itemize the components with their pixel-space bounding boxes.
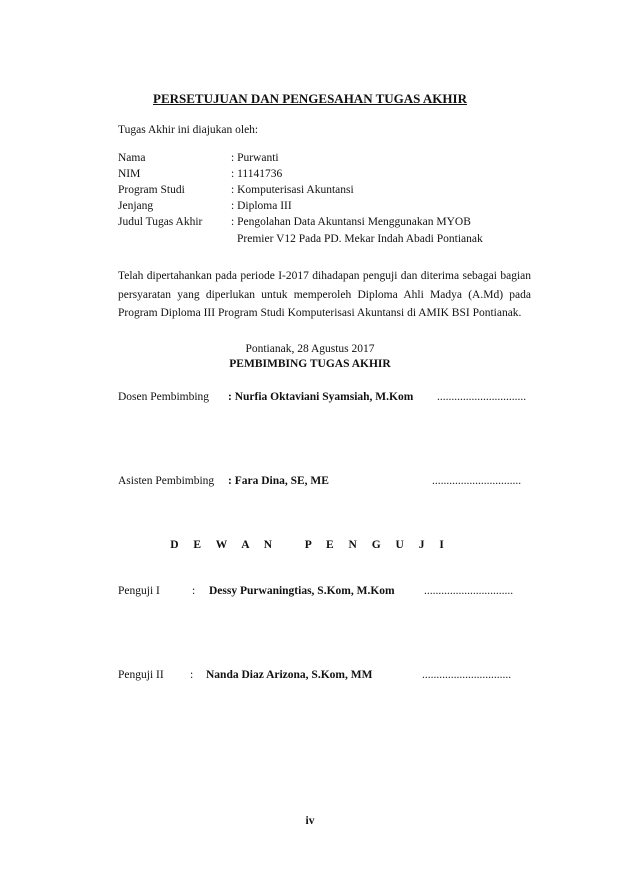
penguji2-label: Penguji II — [118, 669, 164, 681]
judul-label: Judul Tugas Akhir — [118, 216, 203, 228]
dosen-label: Dosen Pembimbing — [118, 391, 210, 403]
page-number: iv — [305, 815, 315, 827]
prodi-label: Program Studi — [118, 184, 185, 196]
asisten-label: Asisten Pembimbing — [118, 475, 215, 487]
penguji1-label: Penguji I — [118, 585, 160, 597]
asisten-name: : Fara Dina, SE, ME — [228, 475, 329, 487]
penguji1-name: Dessy Purwaningtias, S.Kom, M.Kom — [209, 585, 395, 597]
dosen-signature-line: ............................... — [437, 391, 527, 403]
penguji2-signature-line: ............................... — [422, 669, 512, 681]
jenjang-label: Jenjang — [118, 200, 154, 212]
asisten-signature-line: ............................... — [432, 475, 522, 487]
jenjang-value: : Diploma III — [231, 200, 292, 212]
dewan-penguji-heading: D E W A N P E N G U J I — [170, 539, 450, 551]
nama-label: Nama — [118, 152, 146, 164]
nama-value: : Purwanti — [231, 152, 279, 164]
place-date: Pontianak, 28 Agustus 2017 — [245, 343, 375, 355]
pembimbing-heading: PEMBIMBING TUGAS AKHIR — [229, 358, 391, 370]
penguji1-signature-line: ............................... — [424, 585, 514, 597]
penguji2-name: Nanda Diaz Arizona, S.Kom, MM — [206, 669, 373, 681]
prodi-value: : Komputerisasi Akuntansi — [231, 184, 354, 196]
dosen-name: : Nurfia Oktaviani Syamsiah, M.Kom — [228, 391, 414, 403]
penguji2-colon: : — [190, 669, 194, 681]
penguji1-colon: : — [192, 585, 196, 597]
judul-value-line1: : Pengolahan Data Akuntansi Menggunakan MYOB — [231, 216, 471, 228]
statement-paragraph: Telah dipertahankan pada periode I-2017 dihadapan penguji dan diterima sebagai bagian persyaratan yang diperlukan untuk memperoleh Diploma Ahli Madya (A.Md) pada Program Diploma III Program Studi Komputerisasi Akuntansi di AMIK BSI Pontianak. — [118, 270, 531, 319]
page-title: PERSETUJUAN DAN PENGESAHAN TUGAS AKHIR — [153, 91, 467, 106]
nim-label: NIM — [118, 168, 141, 180]
judul-value-line2: Premier V12 Pada PD. Mekar Indah Abadi Pontianak — [237, 233, 483, 245]
intro-text: Tugas Akhir ini diajukan oleh: — [118, 124, 259, 136]
nim-value: : 11141736 — [231, 168, 283, 180]
